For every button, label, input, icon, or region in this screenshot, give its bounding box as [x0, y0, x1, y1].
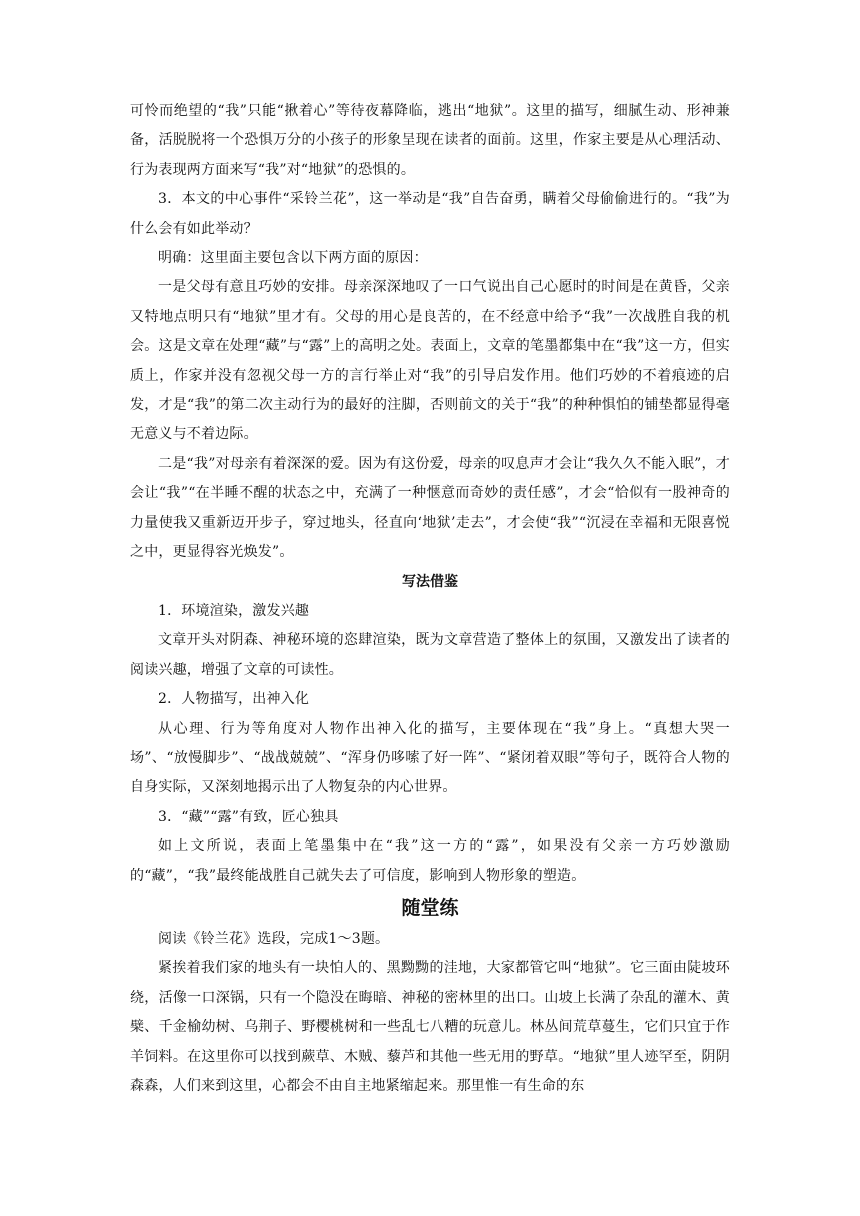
writing-point-3-text: 如上文所说，表面上笔墨集中在“我”这一方的“露”，如果没有父亲一方巧妙激励的“藏”，“我”最终能战胜自己就失去了可信度，影响到人物形象的塑造。 [130, 838, 730, 884]
writing-point-3-heading: 3．“藏”“露”有致，匠心独具 [158, 808, 339, 825]
writing-section-title: 写法借鉴 [402, 573, 458, 590]
paragraph-reason-1: 一是父母有意且巧妙的安排。母亲深深地叹了一口气说出自己心愿时的时间是在黄昏，父亲又特地点明只有“地狱”里才有。父母的用心是良苦的，在不经意中给予“我”一次战胜自我的机会。这是文章在处理“藏”与“露”上的高明之处。表面上，文章的笔墨都集中在“我”这一方，但实质上，作家并没有忽视父母一方的言行举止对“我”的引导启发作用。他们巧妙的不着痕迹的启发，才是“我”的第二次主动行为的最好的注脚，否则前文的关于“我”的种种惧怕的铺垫都显得毫无意义与不着边际。 [130, 279, 730, 443]
writing-point-2-text: 从心理、行为等角度对人物作出神入化的描写，主要体现在“我”身上。“真想大哭一场”、“放慢脚步”、“战战兢兢”、“浑身仍哆嗦了好一阵”、“紧闭着双眼”等句子，既符合人物的自身实际，又深刻地揭示出了人物复杂的内心世界。 [130, 720, 730, 796]
writing-point-2-heading: 2．人物描写，出神入化 [158, 691, 310, 708]
writing-point-1-text: 文章开头对阴森、神秘环境的恣肆渲染，既为文章营造了整体上的氛围，又激发出了读者的阅读兴趣，增强了文章的可读性。 [130, 632, 730, 678]
paragraph-reason-2: 二是“我”对母亲有着深深的爱。因为有这份爱，母亲的叹息声才会让“我久久不能入眠”，才会让“我”“在半睡不醒的状态之中，充满了一种惬意而奇妙的责任感”，才会“恰似有一股神奇的力量使我又重新迈开步子，穿过地头，径直向‘地狱’走去”，才会使“我”“沉浸在幸福和无限喜悦之中，更显得容光焕发”。 [130, 455, 730, 561]
practice-instruction: 阅读《铃兰花》选段，完成1～3题。 [158, 930, 390, 947]
practice-passage: 紧挨着我们家的地头有一块怕人的、黑黝黝的洼地，大家都管它叫“地狱”。它三面由陡坡环绕，活像一口深锅，只有一个隐没在晦暗、神秘的密林里的出口。山坡上长满了杂乱的灌木、黄檗、千金榆幼树、乌荆子、野樱桃树和一些乱七八糟的玩意儿。林丛间荒草蔓生，它们只宜于作羊饲料。在这里你可以找到蕨草、木贼、藜芦和其他一些无用的野草。“地狱”里人迹罕至，阴阴森森，人们来到这里，心都会不由自主地紧缩起来。那里惟一有生命的东 [130, 960, 730, 1094]
paragraph-question-3: 3．本文的中心事件“采铃兰花”，这一举动是“我”自告奋勇，瞒着父母偷偷进行的。“我”为什么会有如此举动？ [130, 191, 730, 237]
paragraph-answer-intro: 明确：这里面主要包含以下两方面的原因： [158, 250, 428, 267]
paragraph-continued: 可怜而绝望的“我”只能“揪着心”等待夜幕降临，逃出“地狱”。这里的描写，细腻生动、形神兼备，活脱脱将一个恐惧万分的小孩子的形象呈现在读者的面前。这里，作家主要是从心理活动、行为表现两方面来写“我”对“地狱”的恐惧的。 [130, 103, 730, 178]
practice-section-title: 随堂练 [401, 896, 459, 919]
writing-point-1-heading: 1．环境渲染，激发兴趣 [158, 602, 310, 619]
document-body [130, 97, 730, 1101]
